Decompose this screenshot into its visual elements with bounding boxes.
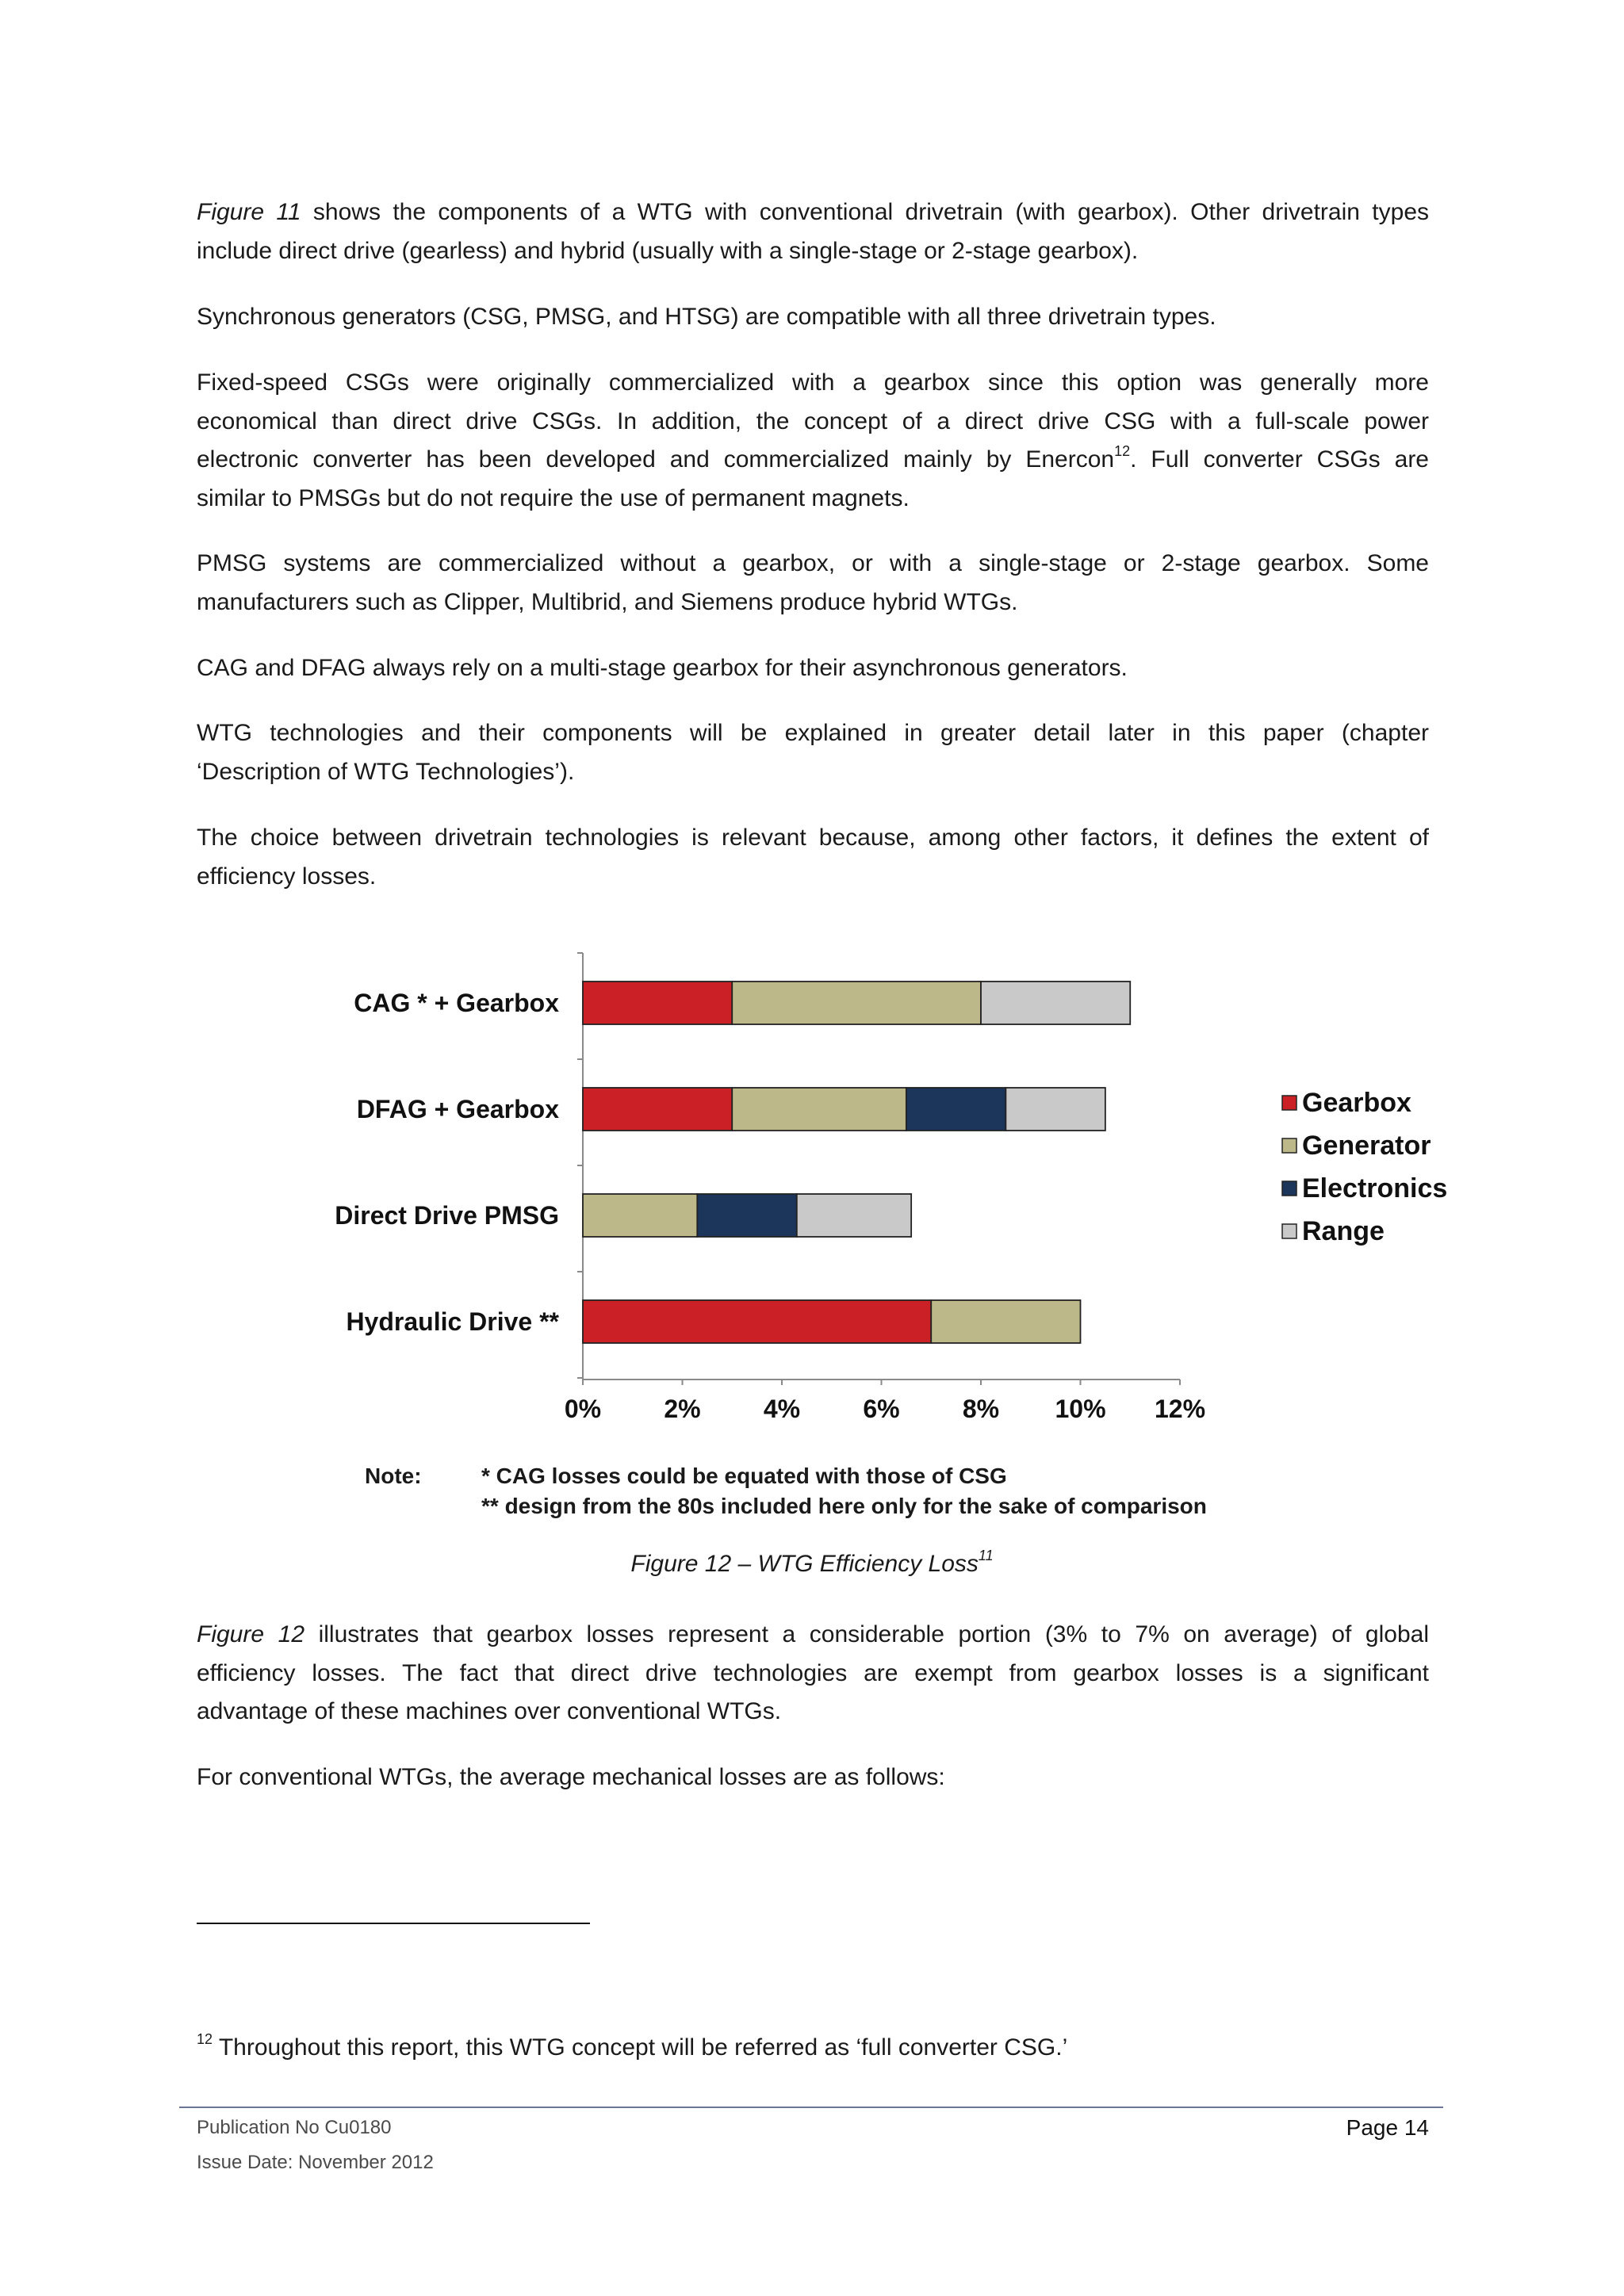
paragraph-pmsg: PMSG systems are commercialized without a gearbox, or with a single-stage or 2-stage gearbox. Some manufacturers such as Clipper, Multibrid, and Siemens produce hybrid WTGs. bbox=[197, 550, 1429, 615]
x-tick-label: 8% bbox=[962, 1395, 1000, 1423]
bar-segment-electronics bbox=[906, 1088, 1006, 1131]
legend-swatch bbox=[1282, 1138, 1297, 1153]
footnote-ref: 12 bbox=[1114, 443, 1131, 459]
figure-caption: Figure 12 – WTG Efficiency Loss$^{11}$ bbox=[630, 1548, 994, 1577]
paragraph-conventional: For conventional WTGs, the average mechanical losses are as follows: bbox=[197, 1764, 945, 1790]
x-tick-label: 0% bbox=[564, 1395, 602, 1423]
legend-label: Electronics bbox=[1302, 1173, 1448, 1203]
legend-label: Generator bbox=[1302, 1131, 1431, 1161]
bar-segment-gearbox bbox=[583, 1300, 931, 1343]
bar-segment-range bbox=[797, 1194, 911, 1237]
footnote: $^{12}$ Throughout this report, this WTG concept will be referred as ‘full converter CSG.’ bbox=[197, 2031, 1068, 2061]
footer-rule bbox=[179, 2107, 1443, 2108]
footnote-separator bbox=[197, 1923, 590, 1924]
legend-label: Range bbox=[1302, 1216, 1385, 1246]
x-tick-label: 10% bbox=[1055, 1395, 1106, 1423]
paragraph-choice: The choice between drivetrain technologies is relevant because, among other factors, it defines the extent of efficiency losses. bbox=[197, 825, 1429, 890]
x-tick-label: 2% bbox=[664, 1395, 701, 1423]
note-label: Note: bbox=[365, 1464, 422, 1488]
paragraph-fixed-speed: Fixed-speed CSGs were originally commercialized with a gearbox since this option was generally more economical than direct drive CSGs. In addition, the concept of a direct drive CSG with a full-scale power electronic converter has been developed and commercialized mainly by Enercon$^{12}$. Full converter CSGs are similar to PMSGs but do not require the use of permanent magnets. bbox=[197, 369, 1429, 511]
bar-segment-range bbox=[981, 982, 1130, 1024]
x-tick-label: 12% bbox=[1154, 1395, 1206, 1423]
note-line-1: * CAG losses could be equated with those of CSG bbox=[481, 1464, 1007, 1488]
paragraph-gearbox-losses: Figure 12 illustrates that gearbox losses represent a considerable portion (3% to 7% on average) of global efficiency losses. The fact that direct drive technologies are exempt from gearbox losses is a significant advantage of these machines over conventional WTGs. bbox=[197, 1621, 1429, 1724]
legend-label: Gearbox bbox=[1302, 1088, 1411, 1118]
legend-swatch bbox=[1282, 1224, 1297, 1238]
figure-ref: Figure 11 bbox=[197, 199, 301, 225]
paragraph-cag: CAG and DFAG always rely on a multi-stage gearbox for their asynchronous generators. bbox=[197, 655, 1128, 681]
paragraph-wtg-tech: WTG technologies and their components will be explained in greater detail later in this paper (chapter ‘Description of WTG Technologies’). bbox=[197, 720, 1429, 785]
bar-segment-gearbox bbox=[583, 982, 732, 1024]
x-tick-label: 4% bbox=[763, 1395, 801, 1423]
category-label: CAG * + Gearbox bbox=[354, 989, 559, 1017]
efficiency-loss-chart bbox=[301, 936, 1475, 1427]
figure-ref: Figure 12 bbox=[197, 1621, 304, 1647]
publication-number: Publication No Cu0180 bbox=[197, 2117, 392, 2138]
category-label: Direct Drive PMSG bbox=[335, 1201, 559, 1230]
bar-segment-generator bbox=[732, 982, 981, 1024]
bar-segment-electronics bbox=[697, 1194, 797, 1237]
bar-segment-generator bbox=[931, 1300, 1080, 1343]
category-label: DFAG + Gearbox bbox=[356, 1095, 559, 1123]
bar-segment-gearbox bbox=[583, 1088, 732, 1131]
page-number: Page 14 bbox=[1346, 2115, 1429, 2140]
paragraph-synchronous: Synchronous generators (CSG, PMSG, and HTSG) are compatible with all three drivetrain types. bbox=[197, 304, 1216, 330]
category-label: Hydraulic Drive ** bbox=[346, 1307, 559, 1336]
bar-segment-range bbox=[1005, 1088, 1105, 1131]
bar-segment-generator bbox=[583, 1194, 697, 1237]
note-line-2: ** design from the 80s included here only for the sake of comparison bbox=[481, 1494, 1207, 1518]
x-tick-label: 6% bbox=[863, 1395, 900, 1423]
bar-segment-generator bbox=[732, 1088, 906, 1131]
legend-swatch bbox=[1282, 1181, 1297, 1196]
issue-date: Issue Date: November 2012 bbox=[197, 2152, 434, 2173]
legend-swatch bbox=[1282, 1096, 1297, 1110]
paragraph-intro: Figure 11 shows the components of a WTG with conventional drivetrain (with gearbox). Other drivetrain types include direct drive (gearless) and hybrid (usually with a single-stage or 2-stage gearbox). bbox=[197, 199, 1429, 264]
